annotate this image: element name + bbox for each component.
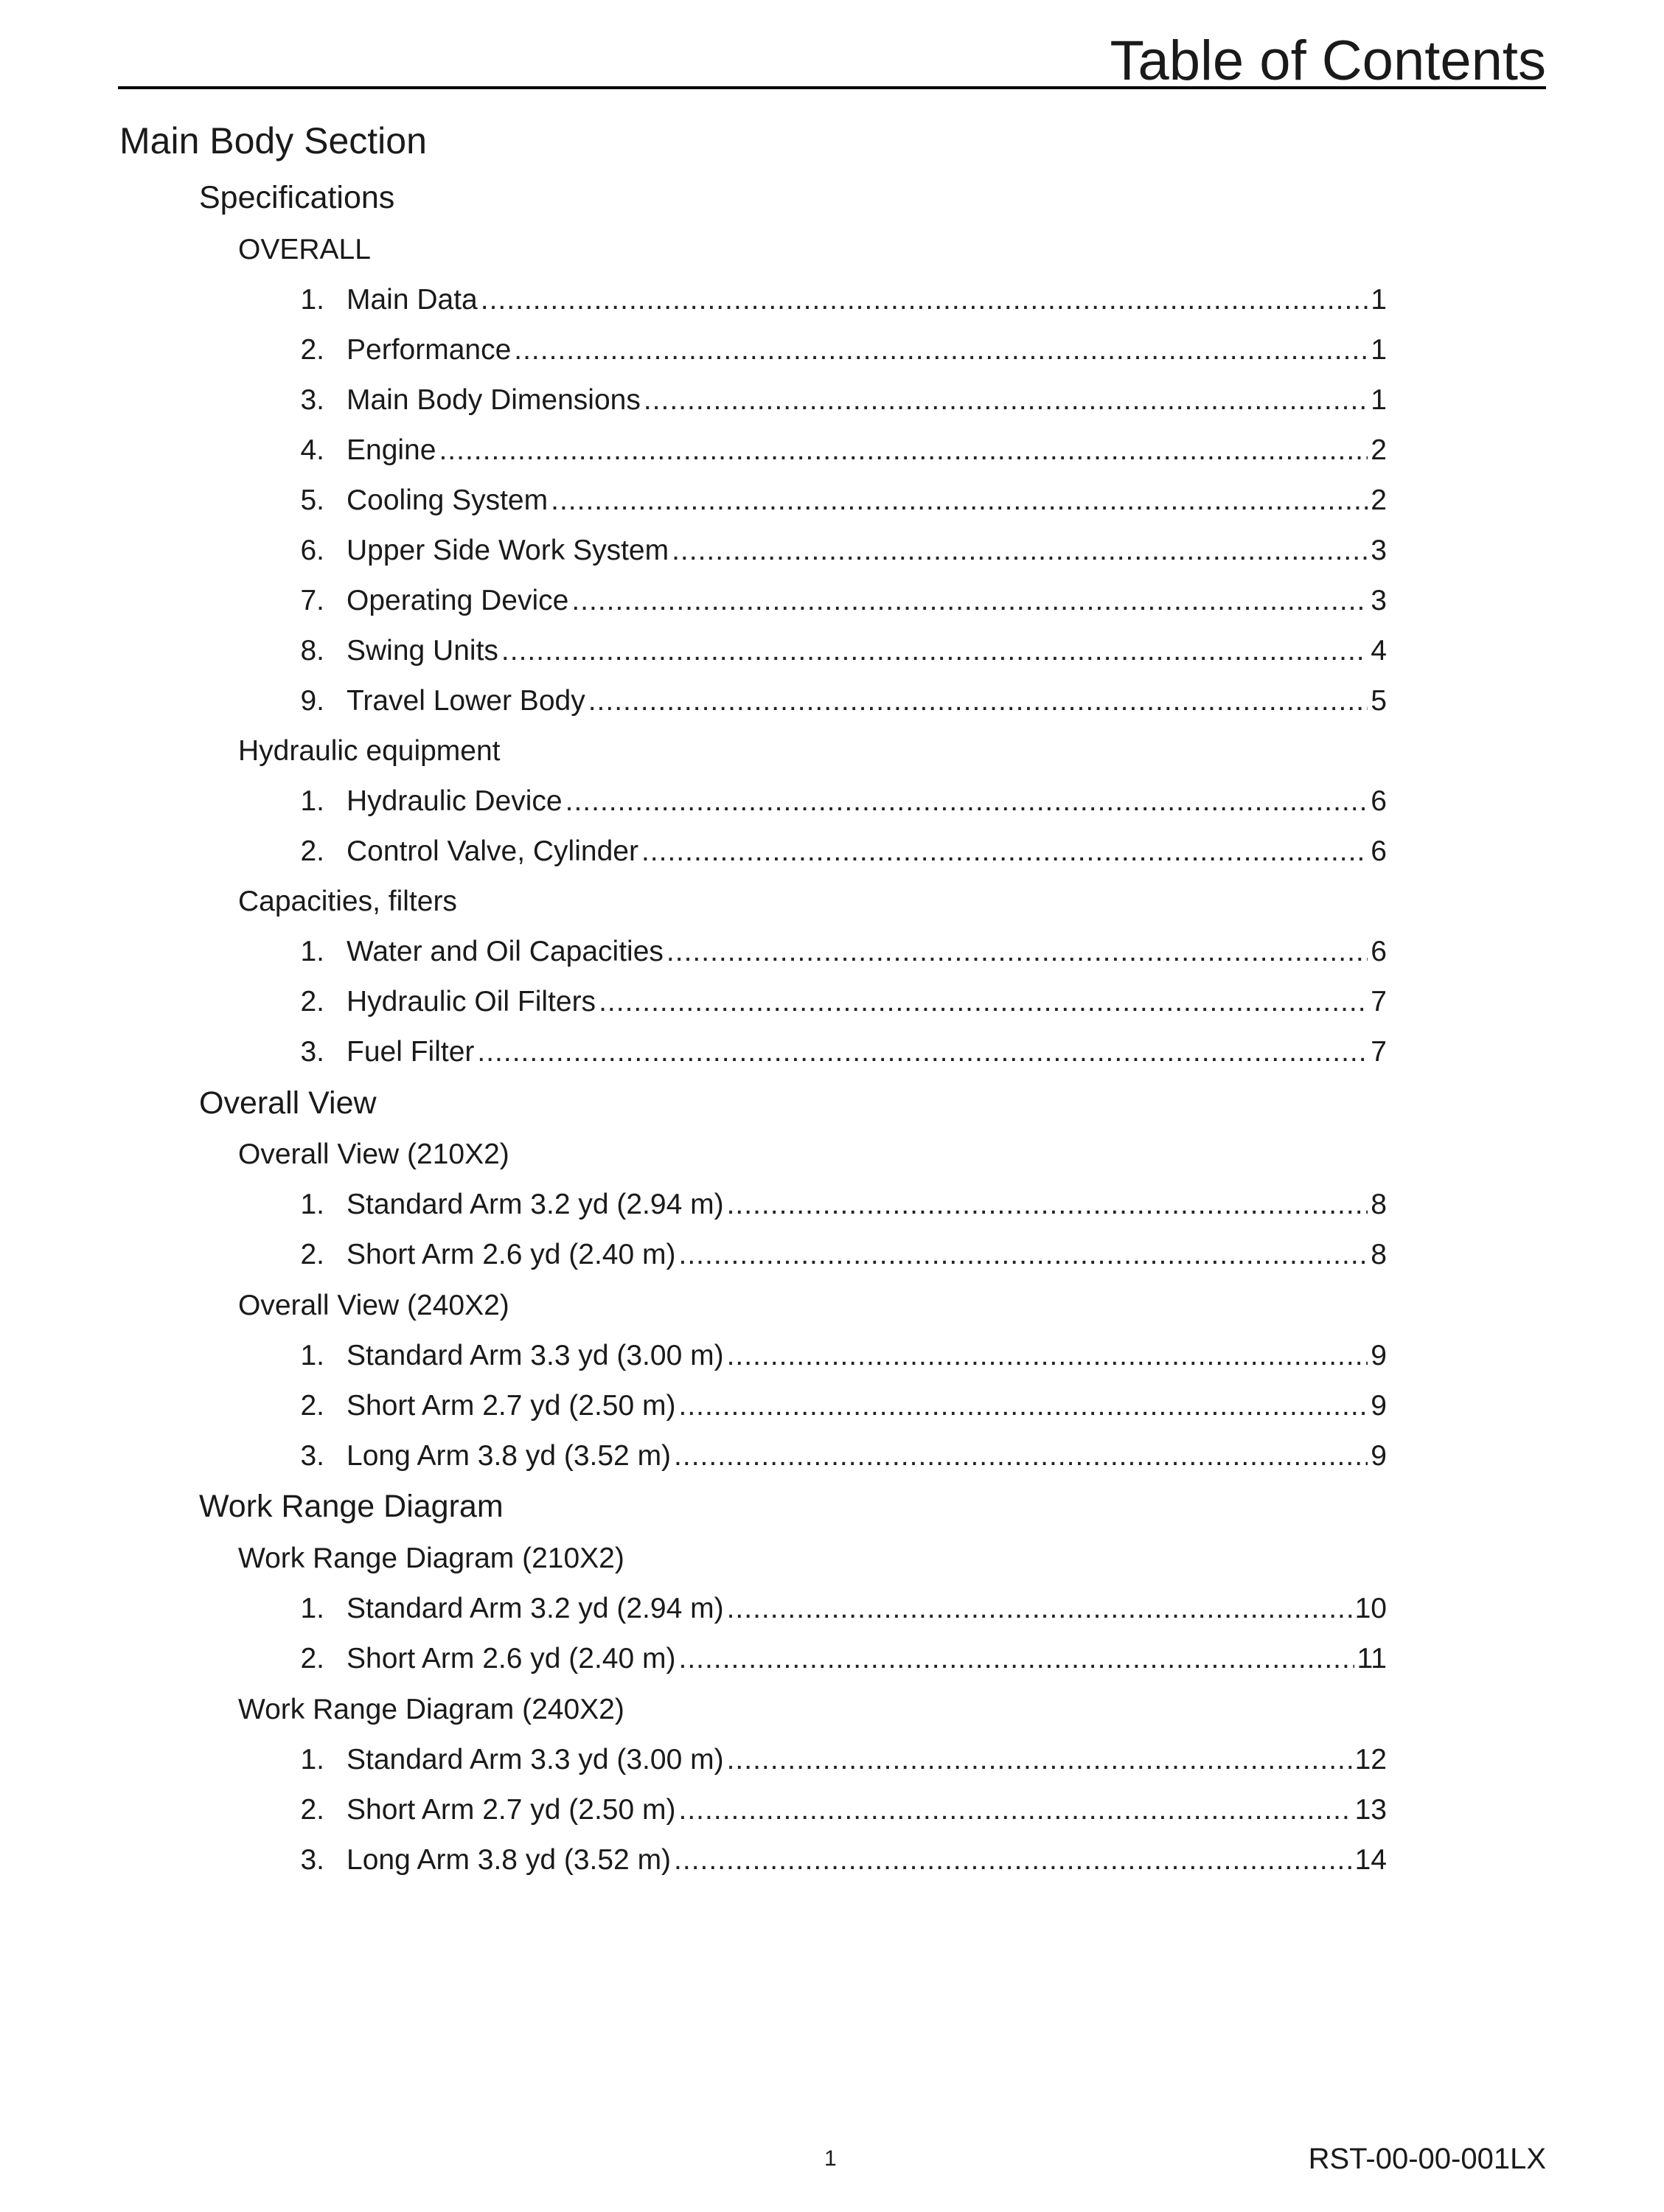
- toc-entry-page: 10: [1354, 1593, 1387, 1624]
- toc-entry[interactable]: [279, 1735, 1387, 1785]
- toc-entry-page: 11: [1357, 1643, 1387, 1674]
- toc-entry[interactable]: [279, 476, 1387, 526]
- toc-entry-page: 3: [1371, 585, 1387, 616]
- toc-entry-label: Standard Arm 3.2 yd (2.94 m): [347, 1593, 724, 1624]
- dot-leader: [674, 1431, 1368, 1481]
- toc-entry-page: 3: [1371, 535, 1387, 566]
- toc-entry-label: Long Arm 3.8 yd (3.52 m): [347, 1440, 672, 1472]
- toc-entry-label: Main Body Dimensions: [347, 384, 641, 416]
- toc-entry-number: 1.: [300, 284, 324, 316]
- toc-entry-page: 5: [1371, 685, 1387, 717]
- toc-entry-number: 9.: [300, 685, 324, 717]
- page-title: Table of Contents: [1110, 29, 1546, 92]
- toc-entry-number: 7.: [300, 585, 324, 616]
- toc-entry[interactable]: [279, 1835, 1387, 1885]
- toc-entry-number: 1.: [300, 785, 324, 817]
- toc-entry-label: Standard Arm 3.3 yd (3.00 m): [347, 1744, 724, 1775]
- subsection-heading-overall: OVERALL: [238, 234, 371, 265]
- toc-entry[interactable]: [279, 776, 1387, 827]
- section-heading: Main Body Section: [119, 120, 427, 161]
- toc-entry-label: Travel Lower Body: [347, 685, 585, 717]
- toc-entry-label: Hydraulic Oil Filters: [347, 986, 596, 1018]
- dot-leader: [514, 325, 1368, 375]
- toc-entry-label: Short Arm 2.7 yd (2.50 m): [347, 1390, 676, 1422]
- toc-entry-number: 6.: [300, 535, 324, 566]
- toc-entry-label: Standard Arm 3.2 yd (2.94 m): [347, 1189, 724, 1220]
- subsection-heading-capacities: Capacities, filters: [238, 886, 457, 917]
- dot-leader: [727, 1180, 1368, 1230]
- toc-entry-page: 1: [1371, 284, 1387, 316]
- dot-leader: [501, 626, 1368, 676]
- toc-entry-page: 8: [1371, 1189, 1387, 1220]
- toc-entry-page: 14: [1354, 1844, 1387, 1876]
- toc-entry[interactable]: [279, 1180, 1387, 1230]
- dot-leader: [565, 776, 1368, 827]
- toc-entry[interactable]: [279, 977, 1387, 1027]
- toc-entry-page: 8: [1371, 1239, 1387, 1270]
- toc-entry-number: 4.: [300, 434, 324, 466]
- toc-entry-number: 1.: [300, 1340, 324, 1371]
- toc-entry[interactable]: [279, 425, 1387, 476]
- toc-entry-page: 4: [1371, 635, 1387, 667]
- dot-leader: [551, 476, 1368, 526]
- toc-entry-label: Main Data: [347, 284, 478, 316]
- toc-entry-label: Long Arm 3.8 yd (3.52 m): [347, 1844, 672, 1876]
- dot-leader: [727, 1331, 1368, 1381]
- toc-entry-label: Fuel Filter: [347, 1036, 475, 1068]
- toc-entry-label: Engine: [347, 434, 436, 466]
- toc-entry-number: 3.: [300, 1844, 324, 1876]
- toc-entry[interactable]: [279, 1230, 1387, 1280]
- dot-leader: [727, 1735, 1352, 1785]
- title-rule: [118, 86, 1546, 89]
- toc-entry-page: 7: [1371, 1036, 1387, 1068]
- dot-leader: [679, 1634, 1354, 1684]
- dot-leader: [666, 927, 1368, 977]
- toc-entry-page: 2: [1371, 434, 1387, 466]
- toc-entry-number: 1.: [300, 936, 324, 967]
- toc-entry-number: 2.: [300, 1390, 324, 1422]
- toc-entry-number: 2.: [300, 334, 324, 366]
- dot-leader: [481, 275, 1368, 325]
- toc-entry-label: Short Arm 2.6 yd (2.40 m): [347, 1239, 676, 1270]
- toc-entry[interactable]: [279, 1027, 1387, 1077]
- toc-entry-number: 1.: [300, 1744, 324, 1775]
- toc-entry-page: 12: [1354, 1744, 1387, 1775]
- dot-leader: [679, 1785, 1352, 1835]
- toc-entry-page: 6: [1371, 936, 1387, 967]
- toc-entry-label: Upper Side Work System: [347, 535, 669, 566]
- subsection-heading-hydraulic: Hydraulic equipment: [238, 735, 501, 767]
- chapter-heading-work-range: Work Range Diagram: [199, 1489, 504, 1524]
- toc-entry[interactable]: [279, 1634, 1387, 1684]
- toc-entry[interactable]: [279, 626, 1387, 676]
- toc-entry-number: 2.: [300, 835, 324, 867]
- toc-entry-label: Short Arm 2.6 yd (2.40 m): [347, 1643, 676, 1674]
- toc-entry[interactable]: [279, 827, 1387, 877]
- toc-entry-number: 3.: [300, 384, 324, 416]
- toc-entry-number: 2.: [300, 1794, 324, 1826]
- toc-entry-page: 13: [1354, 1794, 1387, 1826]
- toc-entry[interactable]: [279, 576, 1387, 626]
- toc-entry-label: Performance: [347, 334, 512, 366]
- toc-entry[interactable]: [279, 1331, 1387, 1381]
- toc-entry-label: Operating Device: [347, 585, 569, 616]
- toc-entry[interactable]: [279, 325, 1387, 375]
- dot-leader: [641, 827, 1368, 877]
- toc-entry[interactable]: [279, 375, 1387, 425]
- toc-entry-number: 2.: [300, 986, 324, 1018]
- subsection-heading-work-range-210: Work Range Diagram (210X2): [238, 1543, 624, 1574]
- toc-entry-number: 3.: [300, 1036, 324, 1068]
- dot-leader: [588, 676, 1368, 726]
- toc-entry-page: 9: [1371, 1390, 1387, 1422]
- toc-entry-page: 6: [1371, 835, 1387, 867]
- dot-leader: [599, 977, 1368, 1027]
- dot-leader: [674, 1835, 1352, 1885]
- dot-leader: [477, 1027, 1368, 1077]
- toc-entry[interactable]: [279, 275, 1387, 325]
- toc-entry-label: Standard Arm 3.3 yd (3.00 m): [347, 1340, 724, 1371]
- toc-entry-label: Short Arm 2.7 yd (2.50 m): [347, 1794, 676, 1826]
- chapter-heading-overall-view: Overall View: [199, 1085, 377, 1121]
- toc-entry[interactable]: [279, 1584, 1387, 1634]
- dot-leader: [679, 1230, 1368, 1280]
- dot-leader: [679, 1381, 1368, 1431]
- toc-entry-page: 2: [1371, 484, 1387, 516]
- subsection-heading-overall-view-210: Overall View (210X2): [238, 1138, 509, 1170]
- toc-entry[interactable]: [279, 1785, 1387, 1835]
- toc-entry-label: Swing Units: [347, 635, 498, 667]
- toc-entry-number: 1.: [300, 1189, 324, 1220]
- toc-entry-number: 2.: [300, 1643, 324, 1674]
- footer-document-code: RST-00-00-001LX: [1308, 2143, 1546, 2175]
- toc-entry-page: 9: [1371, 1340, 1387, 1371]
- dot-leader: [571, 576, 1368, 626]
- toc-entry-page: 9: [1371, 1440, 1387, 1472]
- toc-entry-page: 1: [1371, 334, 1387, 366]
- toc-entry-label: Hydraulic Device: [347, 785, 563, 817]
- toc-entry-page: 6: [1371, 785, 1387, 817]
- toc-entry-page: 7: [1371, 986, 1387, 1018]
- dot-leader: [439, 425, 1368, 476]
- toc-entry-label: Water and Oil Capacities: [347, 936, 664, 967]
- toc-entry[interactable]: [279, 1381, 1387, 1431]
- toc-entry-page: 1: [1371, 384, 1387, 416]
- subsection-heading-overall-view-240: Overall View (240X2): [238, 1290, 509, 1321]
- dot-leader: [672, 526, 1368, 576]
- footer-page-number: 1: [824, 2146, 837, 2171]
- toc-entry-number: 1.: [300, 1593, 324, 1624]
- toc-entry[interactable]: [279, 1431, 1387, 1481]
- toc-entry[interactable]: [279, 927, 1387, 977]
- dot-leader: [644, 375, 1368, 425]
- toc-entry-number: 3.: [300, 1440, 324, 1472]
- subsection-heading-work-range-240: Work Range Diagram (240X2): [238, 1694, 624, 1725]
- toc-entry-number: 8.: [300, 635, 324, 667]
- toc-entry-number: 5.: [300, 484, 324, 516]
- toc-entry-number: 2.: [300, 1239, 324, 1270]
- chapter-heading-specifications: Specifications: [199, 180, 395, 215]
- toc-entry-label: Cooling System: [347, 484, 549, 516]
- toc-entry[interactable]: [279, 526, 1387, 576]
- dot-leader: [727, 1584, 1352, 1634]
- toc-entry[interactable]: [279, 676, 1387, 726]
- toc-entry-label: Control Valve, Cylinder: [347, 835, 638, 867]
